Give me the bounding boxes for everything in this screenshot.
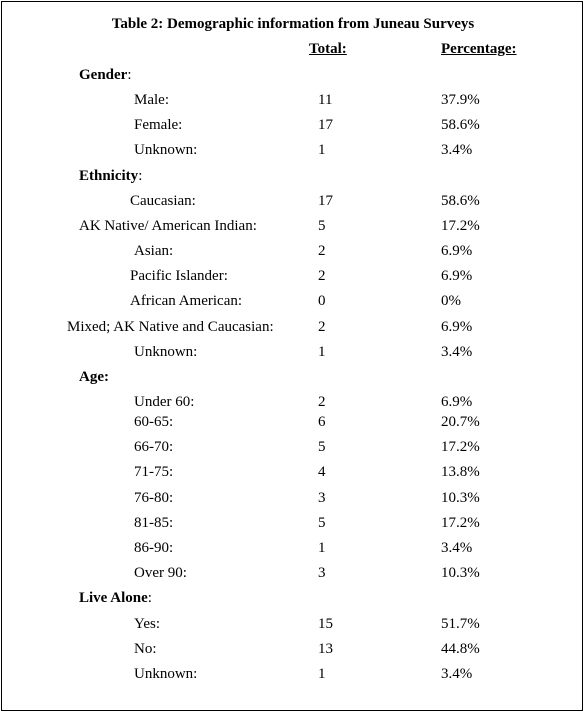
row-total: 15	[318, 616, 333, 632]
row-percentage: 51.7%	[441, 616, 480, 632]
row-total: 0	[318, 293, 326, 309]
section-age: Age:	[79, 369, 109, 385]
row-percentage: 3.4%	[441, 540, 473, 556]
row-percentage: 3.4%	[441, 344, 473, 360]
row-label: African American:	[130, 293, 243, 309]
row-label: Over 90:	[134, 565, 187, 581]
section-ethnicity: Ethnicity:	[79, 168, 143, 184]
header-percentage: Percentage:	[441, 41, 517, 57]
row-percentage: 6.9%	[441, 243, 473, 259]
row-percentage: 17.2%	[441, 439, 480, 455]
section-live-alone: Live Alone:	[79, 590, 152, 606]
row-total: 2	[318, 268, 326, 284]
row-label: No:	[134, 641, 157, 657]
row-label: AK Native/ American Indian:	[79, 218, 257, 234]
header-total: Total:	[309, 41, 347, 57]
row-percentage: 3.4%	[441, 142, 473, 158]
row-percentage: 17.2%	[441, 218, 480, 234]
row-percentage: 58.6%	[441, 117, 480, 133]
row-total: 1	[318, 344, 326, 360]
row-percentage: 10.3%	[441, 490, 480, 506]
row-total: 11	[318, 92, 333, 108]
row-total: 17	[318, 193, 333, 209]
row-label: Unknown:	[134, 666, 198, 682]
section-gender: Gender:	[79, 67, 132, 83]
row-total: 17	[318, 117, 333, 133]
row-total: 2	[318, 319, 326, 335]
row-total: 2	[318, 394, 326, 410]
row-label: 81-85:	[134, 515, 174, 531]
row-label: Mixed; AK Native and Caucasian:	[67, 319, 274, 335]
row-percentage: 44.8%	[441, 641, 480, 657]
row-total: 2	[318, 243, 326, 259]
row-total: 4	[318, 464, 326, 480]
row-percentage: 10.3%	[441, 565, 480, 581]
row-total: 1	[318, 540, 326, 556]
row-total: 5	[318, 218, 326, 234]
row-label: 66-70:	[134, 439, 174, 455]
row-total: 13	[318, 641, 333, 657]
row-percentage: 6.9%	[441, 268, 473, 284]
row-percentage: 0%	[441, 293, 461, 309]
row-label: Caucasian:	[130, 193, 196, 209]
row-total: 1	[318, 666, 326, 682]
row-total: 6	[318, 414, 326, 430]
row-label: Male:	[134, 92, 169, 108]
table-title: Table 2: Demographic information from Juneau Surveys	[111, 16, 475, 32]
row-percentage: 6.9%	[441, 319, 473, 335]
row-total: 3	[318, 490, 326, 506]
row-percentage: 37.9%	[441, 92, 480, 108]
row-total: 5	[318, 515, 326, 531]
row-label: Under 60:	[134, 394, 195, 410]
row-total: 5	[318, 439, 326, 455]
row-percentage: 58.6%	[441, 193, 480, 209]
row-percentage: 3.4%	[441, 666, 473, 682]
row-label: 86-90:	[134, 540, 174, 556]
row-total: 3	[318, 565, 326, 581]
row-label: Unknown:	[134, 142, 198, 158]
row-percentage: 13.8%	[441, 464, 480, 480]
row-label: 71-75:	[134, 464, 174, 480]
row-label: Pacific Islander:	[130, 268, 228, 284]
row-percentage: 17.2%	[441, 515, 480, 531]
row-label: 76-80:	[134, 490, 174, 506]
row-label: Yes:	[134, 616, 160, 632]
row-label: Asian:	[134, 243, 174, 259]
row-label: 60-65:	[134, 414, 174, 430]
row-total: 1	[318, 142, 326, 158]
row-label: Female:	[134, 117, 183, 133]
row-percentage: 20.7%	[441, 414, 480, 430]
row-percentage: 6.9%	[441, 394, 473, 410]
row-label: Unknown:	[134, 344, 198, 360]
